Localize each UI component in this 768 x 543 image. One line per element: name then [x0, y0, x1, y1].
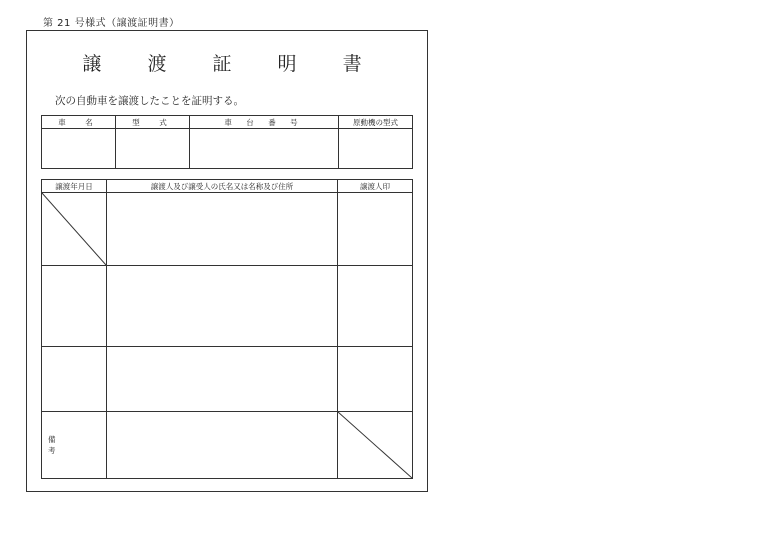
document-title: 譲 渡 証 明 書 — [82, 53, 382, 75]
transfer-table — [41, 179, 413, 479]
parties-field[interactable] — [107, 266, 338, 347]
chassis-number-field[interactable] — [190, 129, 339, 169]
vehicle-table-header — [42, 116, 413, 129]
remarks-row — [42, 412, 413, 479]
header-parties: 譲渡人及び譲受人の氏名又は名称及び住所 — [107, 180, 338, 193]
transfer-table-header — [42, 180, 413, 193]
transfer-row — [42, 193, 413, 266]
parties-field[interactable] — [107, 193, 338, 266]
date-cell-crossed — [42, 193, 107, 266]
header-transferor-seal: 譲渡人印 — [338, 180, 413, 193]
header-transfer-date: 譲渡年月日 — [42, 180, 107, 193]
header-chassis-number: 車 台 番 号 — [190, 116, 339, 129]
header-engine-model: 原動機の型式 — [339, 116, 413, 129]
transfer-row — [42, 347, 413, 412]
vehicle-entry-row — [42, 129, 413, 169]
header-vehicle-name: 車 名 — [42, 116, 116, 129]
remarks-label: 備 考 — [42, 412, 107, 479]
header-model: 型 式 — [116, 116, 190, 129]
engine-model-field[interactable] — [339, 129, 413, 169]
date-field[interactable] — [42, 347, 107, 412]
vehicle-name-field[interactable] — [42, 129, 116, 169]
form-number-label: 第 21 号様式（譲渡証明書） — [43, 18, 180, 29]
intro-statement: 次の自動車を譲渡したことを証明する。 — [55, 95, 244, 107]
seal-field[interactable] — [338, 193, 413, 266]
parties-field[interactable] — [107, 347, 338, 412]
remarks-field[interactable] — [107, 412, 338, 479]
seal-field[interactable] — [338, 266, 413, 347]
diagonal-strike — [42, 193, 106, 265]
transfer-row — [42, 266, 413, 347]
seal-field[interactable] — [338, 347, 413, 412]
model-field[interactable] — [116, 129, 190, 169]
seal-cell-crossed — [338, 412, 413, 479]
diagonal-strike — [338, 412, 412, 478]
vehicle-table — [41, 115, 413, 169]
certificate-frame — [26, 30, 428, 492]
date-field[interactable] — [42, 266, 107, 347]
